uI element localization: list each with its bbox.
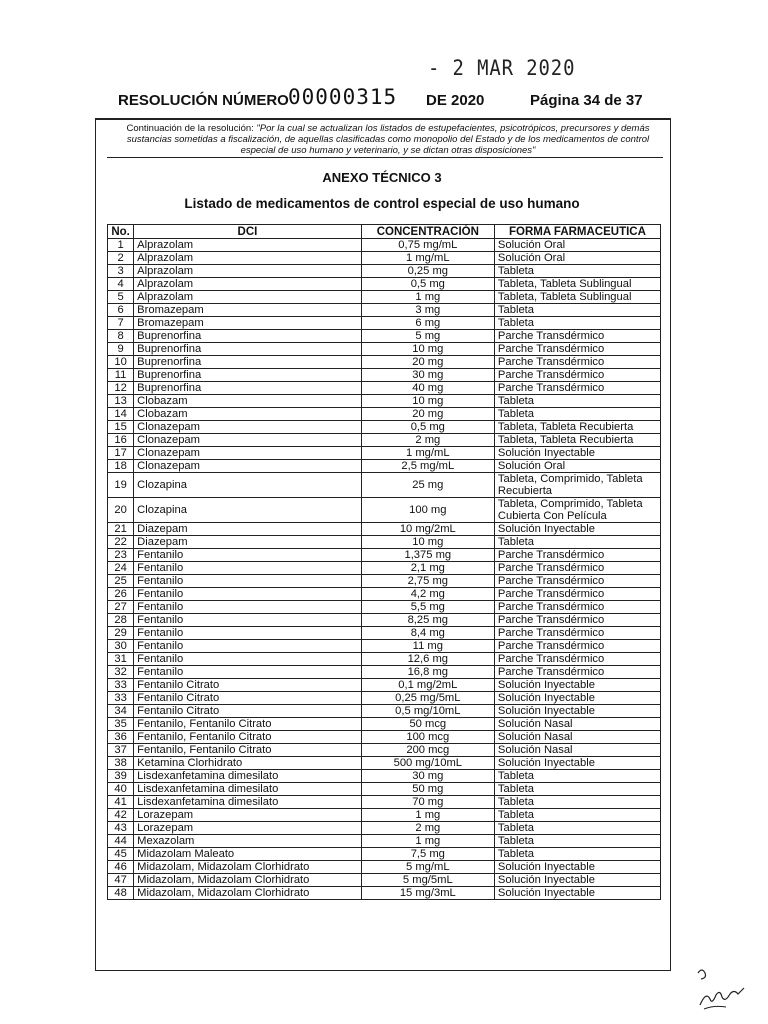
row-dci: Fentanilo [134,575,362,588]
table-body [108,239,661,900]
row-concentration: 20 mg [361,356,494,369]
row-concentration: 8,4 mg [361,627,494,640]
row-dci: Fentanilo [134,588,362,601]
row-dci: Fentanilo [134,601,362,614]
row-number: 16 [108,434,134,447]
row-dci: Bromazepam [134,304,362,317]
table-row [108,705,661,718]
row-form: Tableta [494,304,660,317]
row-dci: Alprazolam [134,265,362,278]
row-form: Solución Inyectable [494,861,660,874]
table-row [108,848,661,861]
col-header-dci: DCI [134,225,362,239]
row-dci: Fentanilo, Fentanilo Citrato [134,731,362,744]
row-form: Solución Nasal [494,744,660,757]
table-row [108,343,661,356]
row-form: Tableta [494,796,660,809]
row-dci: Buprenorfina [134,356,362,369]
table-header-row [108,225,661,239]
table-row [108,382,661,395]
row-form: Parche Transdérmico [494,343,660,356]
row-dci: Buprenorfina [134,382,362,395]
table-row [108,770,661,783]
row-concentration: 10 mg [361,395,494,408]
page-label: Página 34 de 37 [530,92,643,109]
row-dci: Clonazepam [134,460,362,473]
row-number: 33 [108,679,134,692]
row-concentration: 1 mg/mL [361,252,494,265]
row-number: 3 [108,265,134,278]
table-row [108,523,661,536]
row-dci: Alprazolam [134,291,362,304]
table-row [108,835,661,848]
table-row [108,588,661,601]
row-concentration: 100 mg [361,498,494,523]
row-number: 37 [108,744,134,757]
row-form: Tableta, Tableta Sublingual [494,278,660,291]
table-row [108,252,661,265]
row-concentration: 10 mg/2mL [361,523,494,536]
row-dci: Lisdexanfetamina dimesilato [134,770,362,783]
row-dci: Alprazolam [134,252,362,265]
row-number: 40 [108,783,134,796]
table-row [108,575,661,588]
row-number: 33 [108,692,134,705]
row-form: Solución Oral [494,460,660,473]
row-dci: Bromazepam [134,317,362,330]
row-concentration: 12,6 mg [361,653,494,666]
row-concentration: 4,2 mg [361,588,494,601]
row-concentration: 10 mg [361,536,494,549]
row-concentration: 0,25 mg/5mL [361,692,494,705]
row-concentration: 1 mg [361,291,494,304]
row-form: Tableta [494,848,660,861]
row-form: Tableta, Comprimido, Tableta Cubierta Con Película [494,498,660,523]
row-dci: Ketamina Clorhidrato [134,757,362,770]
row-form: Tableta [494,783,660,796]
row-number: 8 [108,330,134,343]
row-concentration: 10 mg [361,343,494,356]
row-dci: Buprenorfina [134,343,362,356]
row-dci: Alprazolam [134,239,362,252]
table-row [108,562,661,575]
row-form: Parche Transdérmico [494,614,660,627]
table-row [108,666,661,679]
row-dci: Buprenorfina [134,330,362,343]
row-dci: Clonazepam [134,447,362,460]
row-concentration: 5 mg [361,330,494,343]
row-number: 20 [108,498,134,523]
row-concentration: 5 mg/mL [361,861,494,874]
row-number: 12 [108,382,134,395]
row-concentration: 30 mg [361,770,494,783]
received-date-stamp: - 2 MAR 2020 [428,56,576,80]
row-dci: Fentanilo [134,614,362,627]
row-number: 44 [108,835,134,848]
row-concentration: 5 mg/5mL [361,874,494,887]
row-form: Solución Inyectable [494,679,660,692]
row-dci: Midazolam, Midazolam Clorhidrato [134,861,362,874]
row-form: Parche Transdérmico [494,369,660,382]
year-label: DE 2020 [426,92,485,109]
row-number: 5 [108,291,134,304]
table-row [108,757,661,770]
row-number: 43 [108,822,134,835]
row-number: 17 [108,447,134,460]
row-concentration: 2,1 mg [361,562,494,575]
row-dci: Buprenorfina [134,369,362,382]
row-number: 45 [108,848,134,861]
row-form: Parche Transdérmico [494,549,660,562]
row-concentration: 0,5 mg [361,278,494,291]
row-dci: Fentanilo, Fentanilo Citrato [134,744,362,757]
row-form: Tableta [494,809,660,822]
row-number: 38 [108,757,134,770]
row-number: 2 [108,252,134,265]
row-dci: Alprazolam [134,278,362,291]
row-form: Solución Oral [494,239,660,252]
row-number: 25 [108,575,134,588]
row-concentration: 6 mg [361,317,494,330]
row-concentration: 200 mcg [361,744,494,757]
table-row [108,239,661,252]
row-number: 26 [108,588,134,601]
row-number: 21 [108,523,134,536]
row-number: 7 [108,317,134,330]
row-concentration: 50 mcg [361,718,494,731]
row-form: Solución Nasal [494,731,660,744]
row-form: Tableta [494,770,660,783]
row-number: 27 [108,601,134,614]
table-row [108,473,661,498]
row-form: Parche Transdérmico [494,330,660,343]
row-concentration: 0,25 mg [361,265,494,278]
row-dci: Lisdexanfetamina dimesilato [134,796,362,809]
row-concentration: 30 mg [361,369,494,382]
row-concentration: 2,75 mg [361,575,494,588]
row-dci: Fentanilo [134,666,362,679]
row-number: 19 [108,473,134,498]
table-row [108,265,661,278]
row-concentration: 3 mg [361,304,494,317]
row-dci: Fentanilo Citrato [134,679,362,692]
row-number: 22 [108,536,134,549]
table-row [108,434,661,447]
table-row [108,447,661,460]
row-number: 10 [108,356,134,369]
row-dci: Clobazam [134,395,362,408]
row-concentration: 0,5 mg [361,421,494,434]
divider [107,157,663,158]
table-row [108,601,661,614]
table-row [108,278,661,291]
row-concentration: 20 mg [361,408,494,421]
row-concentration: 100 mcg [361,731,494,744]
row-dci: Fentanilo [134,562,362,575]
table-row [108,653,661,666]
row-dci: Lisdexanfetamina dimesilato [134,783,362,796]
row-form: Tableta, Comprimido, Tableta Recubierta [494,473,660,498]
row-form: Parche Transdérmico [494,588,660,601]
table-row [108,408,661,421]
table-row [108,744,661,757]
table-row [108,822,661,835]
row-dci: Lorazepam [134,809,362,822]
row-concentration: 70 mg [361,796,494,809]
row-concentration: 7,5 mg [361,848,494,861]
row-concentration: 15 mg/3mL [361,887,494,900]
row-form: Tableta [494,536,660,549]
row-form: Tableta, Tableta Recubierta [494,434,660,447]
row-form: Solución Inyectable [494,887,660,900]
row-dci: Fentanilo Citrato [134,705,362,718]
row-form: Solución Inyectable [494,874,660,887]
row-form: Tableta, Tableta Recubierta [494,421,660,434]
table-row [108,692,661,705]
row-concentration: 0,75 mg/mL [361,239,494,252]
row-dci: Clobazam [134,408,362,421]
row-form: Solución Inyectable [494,757,660,770]
row-dci: Fentanilo, Fentanilo Citrato [134,718,362,731]
table-row [108,718,661,731]
row-number: 28 [108,614,134,627]
table-row [108,291,661,304]
row-form: Solución Inyectable [494,705,660,718]
row-number: 32 [108,666,134,679]
table-row [108,614,661,627]
row-form: Tableta, Tableta Sublingual [494,291,660,304]
row-number: 13 [108,395,134,408]
row-form: Solución Inyectable [494,447,660,460]
row-number: 34 [108,705,134,718]
row-form: Solución Inyectable [494,523,660,536]
row-form: Parche Transdérmico [494,640,660,653]
col-header-number: No. [108,225,134,239]
row-form: Tableta [494,822,660,835]
row-number: 48 [108,887,134,900]
row-concentration: 2 mg [361,434,494,447]
handwritten-signature [690,965,750,1015]
table-row [108,796,661,809]
row-dci: Fentanilo Citrato [134,692,362,705]
row-form: Parche Transdérmico [494,601,660,614]
row-dci: Fentanilo [134,627,362,640]
table-row [108,640,661,653]
table-row [108,783,661,796]
row-number: 41 [108,796,134,809]
row-form: Parche Transdérmico [494,627,660,640]
table-row [108,356,661,369]
row-form: Parche Transdérmico [494,356,660,369]
table-row [108,536,661,549]
document-header [118,85,658,112]
row-concentration: 25 mg [361,473,494,498]
table-row [108,809,661,822]
table-row [108,731,661,744]
row-form: Solución Nasal [494,718,660,731]
row-dci: Clozapina [134,498,362,523]
row-dci: Clozapina [134,473,362,498]
row-number: 47 [108,874,134,887]
row-form: Parche Transdérmico [494,562,660,575]
row-concentration: 500 mg/10mL [361,757,494,770]
row-concentration: 2 mg [361,822,494,835]
row-number: 9 [108,343,134,356]
row-number: 35 [108,718,134,731]
row-dci: Diazepam [134,536,362,549]
row-concentration: 40 mg [361,382,494,395]
continuation-note [110,123,666,156]
row-number: 42 [108,809,134,822]
table-row [108,460,661,473]
row-number: 31 [108,653,134,666]
table-row [108,679,661,692]
row-number: 14 [108,408,134,421]
table-row [108,395,661,408]
row-number: 36 [108,731,134,744]
row-dci: Midazolam, Midazolam Clorhidrato [134,874,362,887]
table-row [108,304,661,317]
medications-table [107,224,661,900]
col-header-form: FORMA FARMACEUTICA [494,225,660,239]
table-row [108,317,661,330]
row-form: Tableta [494,395,660,408]
row-number: 6 [108,304,134,317]
row-form: Parche Transdérmico [494,666,660,679]
table-row [108,627,661,640]
row-number: 29 [108,627,134,640]
row-number: 1 [108,239,134,252]
row-concentration: 0,1 mg/2mL [361,679,494,692]
row-concentration: 1,375 mg [361,549,494,562]
table-row [108,861,661,874]
table-row [108,498,661,523]
resolution-label: RESOLUCIÓN NÚMERO [118,92,289,109]
row-number: 23 [108,549,134,562]
row-number: 39 [108,770,134,783]
row-number: 24 [108,562,134,575]
continuation-label: Continuación de la resolución: [126,123,254,134]
row-form: Parche Transdérmico [494,653,660,666]
row-form: Parche Transdérmico [494,382,660,395]
row-number: 46 [108,861,134,874]
row-dci: Clonazepam [134,421,362,434]
row-dci: Lorazepam [134,822,362,835]
row-dci: Fentanilo [134,640,362,653]
row-form: Parche Transdérmico [494,575,660,588]
row-dci: Midazolam, Midazolam Clorhidrato [134,887,362,900]
row-form: Tableta [494,408,660,421]
list-title: Listado de medicamentos de control especial de uso humano [184,196,580,211]
row-concentration: 1 mg [361,809,494,822]
row-concentration: 1 mg [361,835,494,848]
row-concentration: 0,5 mg/10mL [361,705,494,718]
resolution-number: 00000315 [288,85,398,109]
continuation-text: "Por la cual se actualizan los listados de estupefacientes, psicotrópicos, precursores y demás sustancias sometidas a fiscalización, de aquellas clasificadas como monopolio del Estado y de los medicamentos de control especial de uso humano y veterinario, y se dictan otras disposiciones" [126,123,650,156]
table-row [108,421,661,434]
row-concentration: 11 mg [361,640,494,653]
row-concentration: 8,25 mg [361,614,494,627]
row-form: Solución Oral [494,252,660,265]
row-number: 18 [108,460,134,473]
row-dci: Midazolam Maleato [134,848,362,861]
row-number: 11 [108,369,134,382]
table-row [108,330,661,343]
row-form: Tableta [494,317,660,330]
table-row [108,549,661,562]
row-concentration: 1 mg/mL [361,447,494,460]
row-number: 15 [108,421,134,434]
row-dci: Fentanilo [134,653,362,666]
table-row [108,369,661,382]
annex-title: ANEXO TÉCNICO 3 [322,170,442,185]
row-form: Tableta [494,265,660,278]
row-dci: Diazepam [134,523,362,536]
row-concentration: 2,5 mg/mL [361,460,494,473]
row-dci: Fentanilo [134,549,362,562]
col-header-concentration: CONCENTRACIÓN [361,225,494,239]
row-concentration: 5,5 mg [361,601,494,614]
row-dci: Mexazolam [134,835,362,848]
row-number: 30 [108,640,134,653]
row-concentration: 50 mg [361,783,494,796]
row-dci: Clonazepam [134,434,362,447]
row-number: 4 [108,278,134,291]
row-concentration: 16,8 mg [361,666,494,679]
row-form: Solución Inyectable [494,692,660,705]
table-row [108,887,661,900]
row-form: Tableta [494,835,660,848]
table-row [108,874,661,887]
